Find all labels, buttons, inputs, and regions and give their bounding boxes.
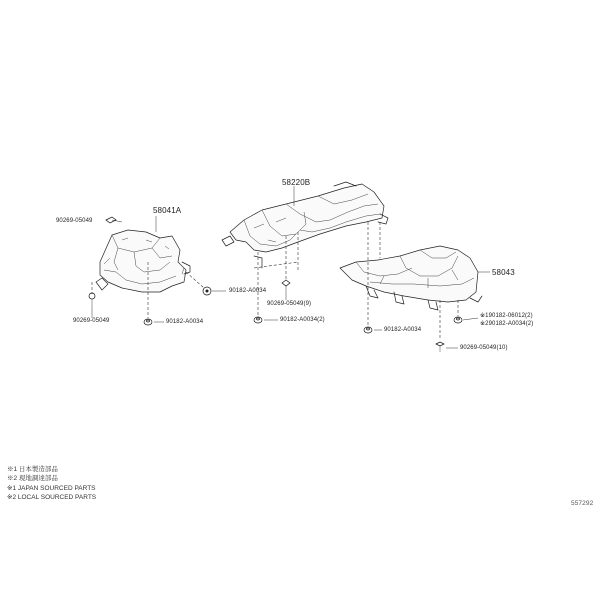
- heat-insulator-right: [340, 246, 482, 310]
- label-nut-right-1: ※190182-06012(2): [480, 313, 533, 319]
- figure-id: 557292: [571, 500, 594, 507]
- nut-right-side: [454, 317, 462, 323]
- note-local-en: ※2 LOCAL SOURCED PARTS: [7, 494, 97, 501]
- label-nut-right-2: ※290182-A0034(2): [480, 321, 534, 327]
- screw-left-lower: [89, 293, 95, 306]
- heat-insulator-center: [222, 182, 388, 268]
- note-japan-en: ※1 JAPAN SOURCED PARTS: [7, 485, 96, 492]
- label-nut-right-bottom: 90182-A0034: [384, 327, 422, 333]
- nut-left-bottom: [144, 319, 152, 325]
- label-part-58041a: 58041A: [153, 206, 182, 215]
- heat-insulator-left: [96, 230, 190, 292]
- nut-center-left: [203, 287, 211, 295]
- label-part-58043: 58043: [492, 268, 515, 277]
- screw-center: [282, 280, 290, 292]
- screw-left-upper: [106, 217, 122, 223]
- label-screw-right-bottom: 90269-05049(10): [460, 345, 508, 351]
- nut-right-bottom: [364, 327, 372, 333]
- label-nut-left-bottom: 90182-A0034: [166, 319, 204, 325]
- label-nut-center-bottom: 90182-A0034(2): [280, 317, 325, 323]
- nut-center-bottom: [254, 317, 262, 323]
- screw-right-bottom: [436, 342, 444, 352]
- label-nut-center-left: 90182-A0034: [229, 288, 267, 294]
- label-screw-left-upper: 90269-05049: [56, 218, 93, 224]
- label-screw-left-lower: 90269-05049: [73, 318, 110, 324]
- label-part-58220b: 58220B: [282, 178, 311, 187]
- note-local-jp: ※2 現地調達部品: [7, 475, 58, 482]
- note-japan-jp: ※1 日本製造部品: [7, 466, 58, 473]
- label-screw-center: 90269-05049(9): [267, 301, 312, 307]
